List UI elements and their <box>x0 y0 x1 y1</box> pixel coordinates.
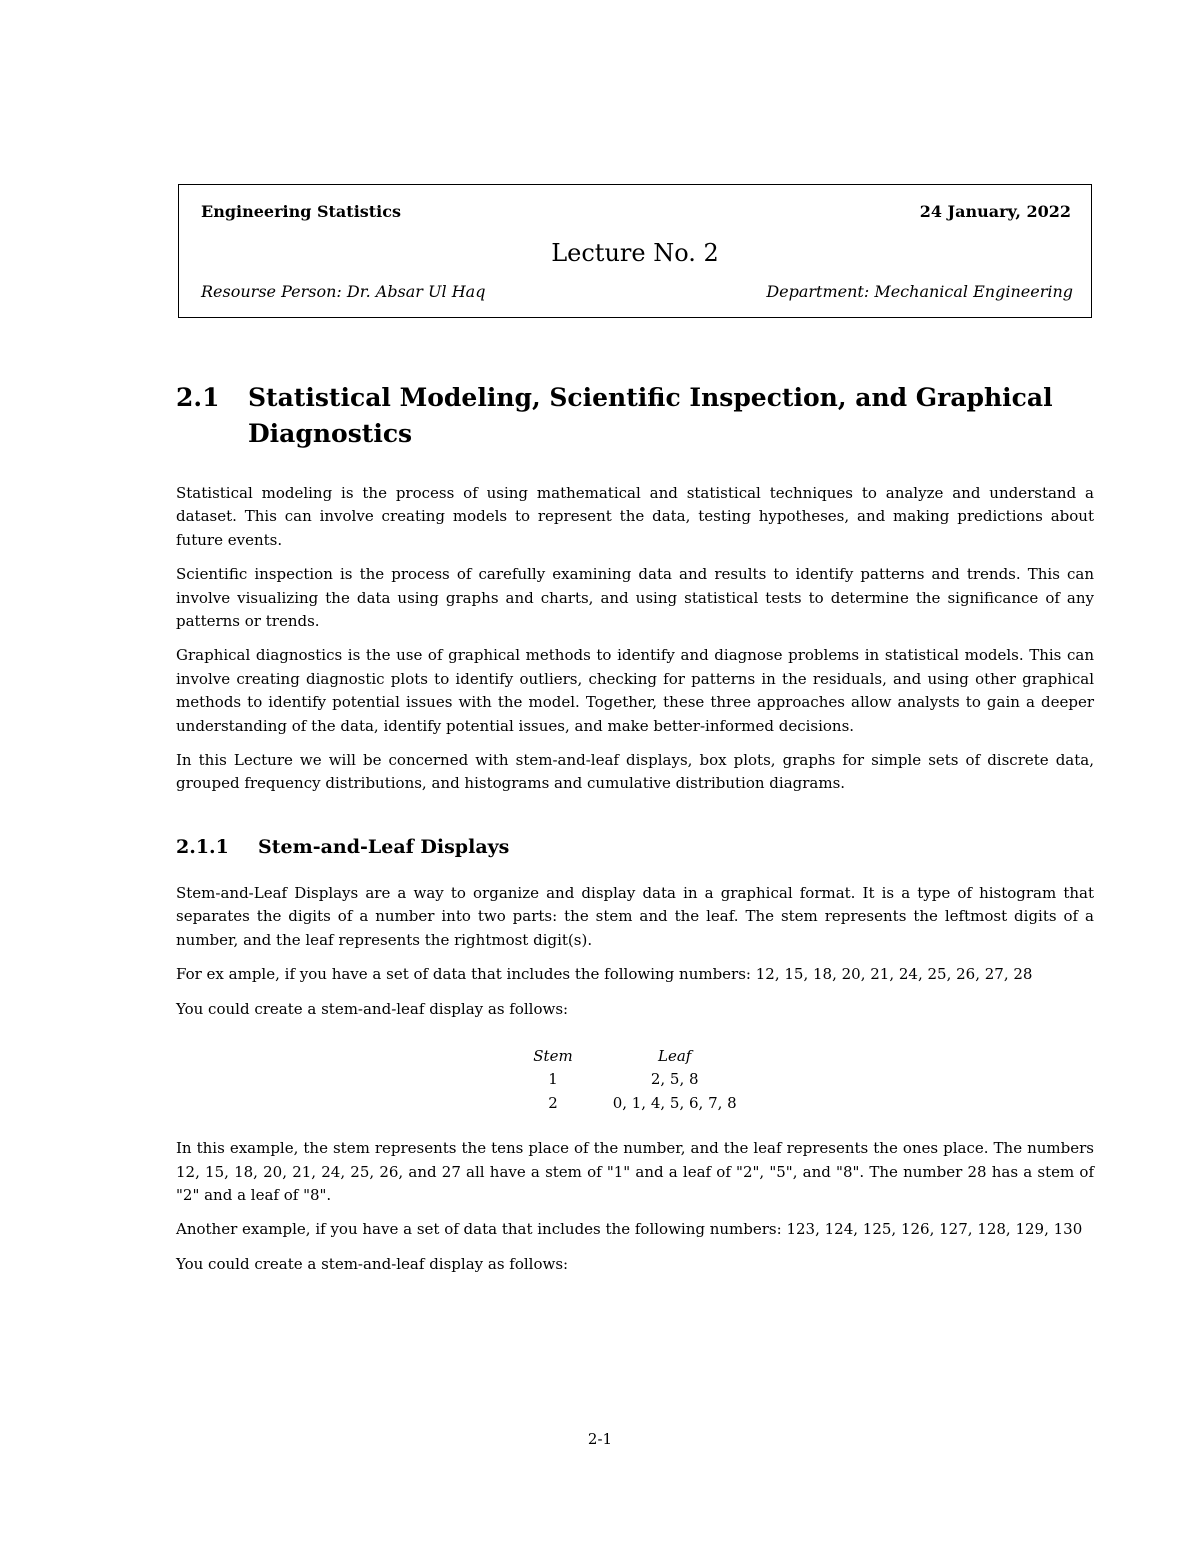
paragraph-display-intro: You could create a stem-and-leaf display as follows: <box>176 999 569 1018</box>
leaf-cell: 0, 1, 4, 5, 6, 7, 8 <box>612 1093 737 1112</box>
stem-leaf-table-wrapper <box>176 1045 1094 1115</box>
subsection-number: 2.1.1 <box>176 835 229 858</box>
paragraph-graphical-diagnostics: Graphical diagnostics is the use of graphical methods to identify and diagnose problems in statistical models. This can involve creating diagnostic plots to identify outliers, checking for patterns in the residuals, and using other graphical methods to identify potential issues with the model. Together, these three approaches allow analysts to gain a deeper understanding of the data, identify potential issues, and make better-informed decisions. <box>176 646 1094 735</box>
paragraph-example-explanation: In this example, the stem represents the tens place of the number, and the leaf represents the ones place. The numbers 12, 15, 18, 20, 21, 24, 25, 26, and 27 all have a stem of "1" and a leaf of "2", "5", and "8". The number 28 has a stem of "2" and a leaf of "8". <box>176 1139 1094 1204</box>
resource-person: Resourse Person: Dr. Absar Ul Haq <box>201 282 486 301</box>
lecture-number: Lecture No. 2 <box>551 239 719 267</box>
leaf-header: Leaf <box>658 1046 692 1065</box>
stem-header: Stem <box>533 1046 573 1065</box>
table-row <box>521 1068 748 1091</box>
lecture-date: 24 January, 2022 <box>919 202 1071 221</box>
paragraph-statistical-modeling: Statistical modeling is the process of using mathematical and statistical techniques to analyze and understand a dataset. This can involve creating models to represent the data, testing hypotheses, and making predictions about future events. <box>176 484 1094 549</box>
course-title: Engineering Statistics <box>201 202 401 221</box>
table-row <box>521 1092 748 1115</box>
stem-leaf-table <box>521 1045 748 1115</box>
section-number: 2.1 <box>176 383 220 412</box>
paragraph-display-intro-2: You could create a stem-and-leaf display as follows: <box>176 1254 569 1273</box>
paragraph-another-example: Another example, if you have a set of data that includes the following numbers: 123, 124, 125, 126, 127, 128, 129, 130 <box>176 1220 1083 1239</box>
stem-cell: 1 <box>548 1070 558 1089</box>
subsection-heading <box>176 834 1094 860</box>
paragraph-lecture-scope: In this Lecture we will be concerned with stem-and-leaf displays, box plots, graphs for simple sets of discrete data, grouped frequency distributions, and histograms and cumulative distribution diagrams. <box>176 751 1094 793</box>
paragraph-example-numbers: For ex ample, if you have a set of data that includes the following numbers: 12, 15, 18, 20, 21, 24, 25, 26, 27, 28 <box>176 965 1033 984</box>
subsection-title: Stem-and-Leaf Displays <box>258 835 510 858</box>
department: Department: Mechanical Engineering <box>766 282 1073 301</box>
page-number: 2-1 <box>587 1430 613 1448</box>
main-content <box>176 380 1094 1287</box>
leaf-cell: 2, 5, 8 <box>650 1070 699 1089</box>
section-title: Statistical Modeling, Scientific Inspection, and Graphical Diagnostics <box>248 383 1053 448</box>
paragraph-stem-leaf-definition: Stem-and-Leaf Displays are a way to organize and display data in a graphical format. It is a type of histogram that separates the digits of a number into two parts: the stem and the leaf. The stem represents the leftmost digits of a number, and the leaf represents the rightmost digit(s). <box>176 883 1094 949</box>
stem-cell: 2 <box>548 1093 558 1112</box>
table-header-row <box>521 1045 748 1068</box>
lecture-header-box <box>178 184 1092 318</box>
section-heading <box>176 380 1094 452</box>
paragraph-scientific-inspection: Scientific inspection is the process of carefully examining data and results to identify patterns and trends. This can involve visualizing the data using graphs and charts, and using statistical tests to determine the significance of any patterns or trends. <box>176 565 1094 631</box>
